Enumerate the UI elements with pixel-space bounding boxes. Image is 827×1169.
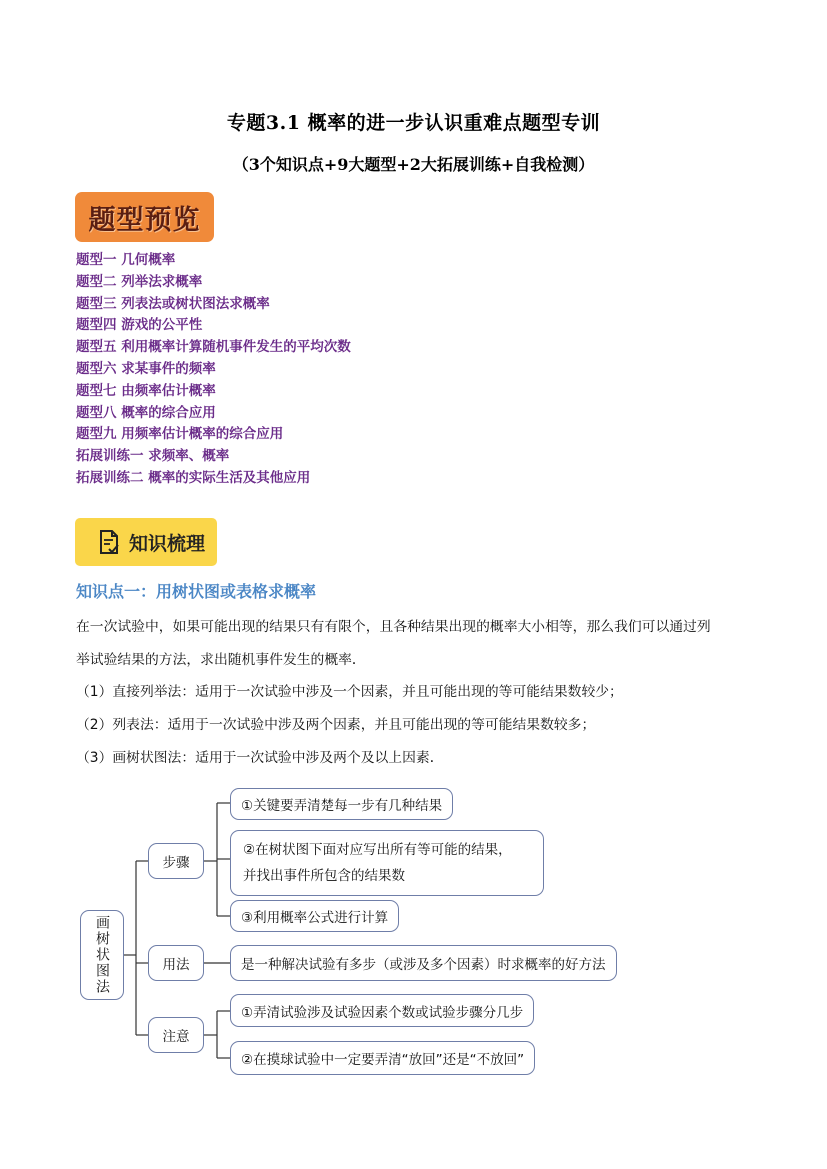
page-subtitle: （3个知识点+9大题型+2大拓展训练+自我检测） (232, 155, 595, 174)
mindmap-note-label: 注意 (162, 1029, 190, 1045)
preview-item[interactable]: 题型七 由频率估计概率 (76, 382, 216, 399)
mindmap-note1: ①弄清试验涉及试验因素个数或试验步骤分几步 (230, 994, 534, 1027)
method-line: （1）直接列举法：适用于一次试验中涉及一个因素，并且可能出现的等可能结果数较少； (76, 684, 623, 700)
page-title: 专题3.1 概率的进一步认识重难点题型专训 (226, 112, 601, 134)
mindmap-usage-label: 用法 (162, 957, 190, 973)
knowledge-point-title: 知识点一：用树状图或表格求概率 (76, 582, 317, 601)
mindmap-step2-line2: 并找出事件所包含的结果数 (243, 868, 405, 884)
preview-item[interactable]: 拓展训练二 概率的实际生活及其他应用 (76, 469, 311, 486)
mindmap-steps-label: 步骤 (162, 855, 190, 871)
preview-item[interactable]: 题型二 列举法求概率 (76, 273, 203, 290)
intro-line-1: 在一次试验中，如果可能出现的结果只有有限个，且各种结果出现的概率大小相等，那么我们可以通过列 (76, 619, 711, 635)
method-line: （3）画树状图法：适用于一次试验中涉及两个及以上因素． (76, 750, 444, 766)
mindmap-step2 (230, 830, 544, 896)
intro-line-2: 举试验结果的方法，求出随机事件发生的概率． (76, 652, 366, 668)
mindmap-note2: ②在摸球试验中一定要弄清“放回”还是“不放回” (230, 1041, 535, 1075)
knowledge-badge-label: 知识梳理 (129, 532, 206, 555)
mindmap-usage: 是一种解决试验有多步（或涉及多个因素）时求概率的好方法 (230, 945, 617, 981)
mindmap-steps-node (148, 843, 204, 879)
mindmap-step2-line1: ②在树状图下面对应写出所有等可能的结果， (243, 842, 512, 858)
preview-item[interactable]: 题型八 概率的综合应用 (76, 404, 216, 421)
preview-item[interactable]: 题型六 求某事件的频率 (76, 360, 216, 377)
preview-badge-label: 题型预览 (88, 204, 201, 236)
mindmap-note-node (148, 1017, 204, 1053)
mindmap-step3: ③利用概率公式进行计算 (230, 900, 399, 932)
preview-item[interactable]: 题型三 列表法或树状图法求概率 (76, 295, 270, 312)
preview-item[interactable]: 题型一 几何概率 (76, 252, 176, 268)
mindmap-usage-node (148, 945, 204, 981)
mindmap-root (80, 910, 124, 1000)
mindmap-step1: ①关键要弄清楚每一步有几种结果 (230, 788, 453, 820)
preview-item[interactable]: 题型五 利用概率计算随机事件发生的平均次数 (76, 339, 351, 356)
method-line: （2）列表法：适用于一次试验中涉及两个因素，并且可能出现的等可能结果数较多； (76, 717, 596, 733)
preview-item[interactable]: 拓展训练一 求频率、概率 (76, 448, 230, 465)
preview-item[interactable]: 题型九 用频率估计概率的综合应用 (76, 426, 284, 443)
preview-item[interactable]: 题型四 游戏的公平性 (76, 317, 203, 334)
mindmap-root-label: 画树状图法 (94, 915, 110, 995)
